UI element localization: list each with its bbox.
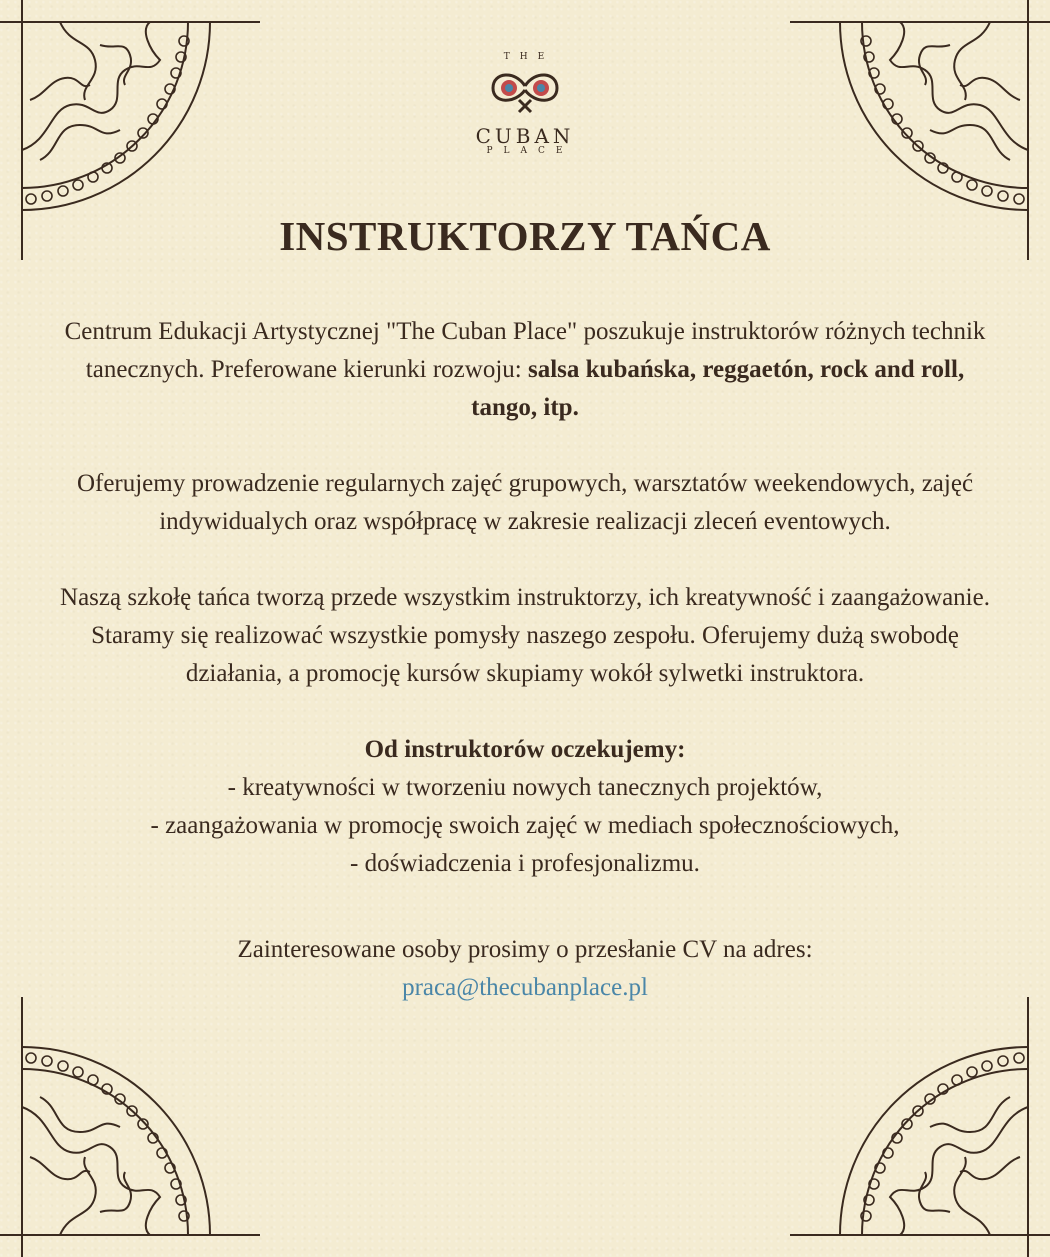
contact-email-link[interactable]: praca@thecubanplace.pl <box>402 974 648 1001</box>
logo <box>475 52 575 156</box>
team-paragraph: Naszą szkołę tańca tworzą przede wszystkim instruktorzy, ich kreatywność i zaangażowanie. Staramy się realizować wszystkie pomysły naszego zespołu. Oferujemy dużą swobodę działania, a promocję kursów skupiamy wokół sylwetki instruktora. <box>60 584 990 687</box>
expectation-item: - doświadczenia i profesjonalizmu. <box>350 850 700 877</box>
ornament-icon <box>790 997 1050 1257</box>
intro-paragraph <box>60 313 990 427</box>
intro-text: Centrum Edukacji Artystycznej "The Cuban Place" poszukuje instruktorów różnych technik tanecznych. Preferowane kierunki rozwoju: <box>64 318 986 383</box>
expectations-heading-text: Od instruktorów oczekujemy: <box>364 736 686 763</box>
logo-place: PLACE <box>486 146 574 156</box>
logo-the: THE <box>503 52 555 62</box>
logo-cuban: CUBAN <box>475 124 575 148</box>
corner-ornament-bottom-left <box>0 997 260 1257</box>
intro-bold-directions: salsa kubańska, reggaetón, rock and roll, tango, itp. <box>471 356 965 421</box>
ornament-icon <box>0 997 260 1257</box>
logo-emblem-icon <box>485 64 565 116</box>
content <box>60 313 990 1007</box>
offer-paragraph: Oferujemy prowadzenie regularnych zajęć grupowych, warsztatów weekendowych, zajęć indywidualych oraz współpracę w zakresie realizacji zleceń eventowych. <box>76 470 974 535</box>
corner-ornament-bottom-right <box>790 997 1050 1257</box>
page-title: INSTRUKTORZY TAŃCA <box>279 213 771 259</box>
contact-text: Zainteresowane osoby prosimy o przesłanie CV na adres: <box>237 936 813 963</box>
expectations-heading <box>60 731 990 769</box>
expectation-item: - zaangażowania w promocję swoich zajęć w mediach społecznościowych, <box>150 812 900 839</box>
expectation-item: - kreatywności w tworzeniu nowych tanecznych projektów, <box>227 774 823 801</box>
